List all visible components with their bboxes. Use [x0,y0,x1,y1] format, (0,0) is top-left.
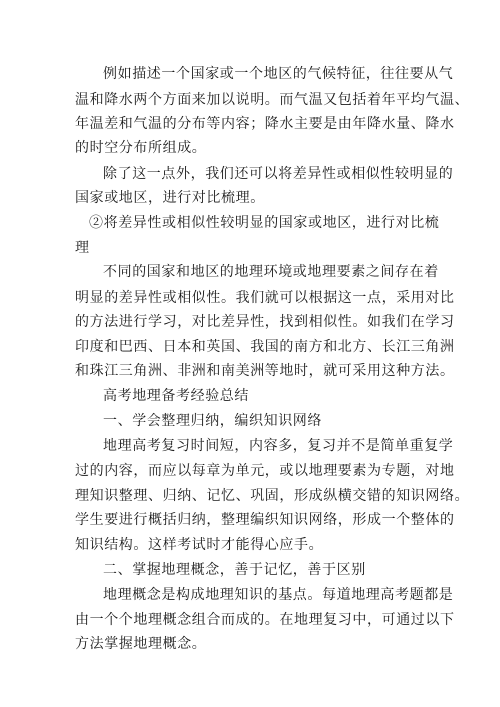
text-line: 过的内容，而应以每章为单元，或以地理要素为专题，对地 [75,463,455,479]
text-line: 国家或地区，进行对比梳理。 [75,190,265,206]
section-heading: 高考地理备考经验总结 [103,388,249,404]
section-heading: 二、掌握地理概念，善于记忆，善于区别 [103,562,366,578]
text-line: 不同的国家和地区的地理环境或地理要素之间存在着 [103,264,439,280]
text-line: 地理概念是构成地理知识的基点。每道地理高考题都是 [103,587,454,603]
text-line: 的时空分布所组成。 [75,140,207,156]
text-line: 印度和巴西、日本和英国、我国的南方和北方、长江三角洲 [75,339,455,355]
text-line: 除了这一点外，我们还可以将差异性或相似性较明显的 [103,166,454,182]
text-line: 由一个个地理概念组合而成的。在地理复习中，可通过以下 [75,612,455,628]
text-line: 学生要进行概括归纳，整理编织知识网络，形成一个整体的 [75,512,455,528]
section-heading: 一、学会整理归纳，编织知识网络 [103,413,322,429]
text-line: 温和降水两个方面来加以说明。而气温又包括着年平均气温、 [75,92,470,108]
text-line: 理 [75,240,90,256]
text-line: 地理高考复习时间短，内容多，复习并不是简单重复学 [103,438,454,454]
text-line: 知识结构。这样考试时才能得心应手。 [75,537,324,553]
text-line: 和珠江三角洲、非洲和南美洲等地时，就可采用这种方法。 [75,363,455,379]
text-line: ②将差异性或相似性较明显的国家或地区，进行对比梳 [89,215,440,231]
text-line: 方法掌握地理概念。 [75,636,207,652]
text-line: 年温差和气温的分布等内容；降水主要是由年降水量、降水 [75,116,455,132]
text-line: 理知识整理、归纳、记忆、巩固，形成纵横交错的知识网络。 [75,488,470,504]
text-line: 的方法进行学习，对比差异性，找到相似性。如我们在学习 [75,314,455,330]
text-line: 明显的差异性或相似性。我们就可以根据这一点，采用对比 [75,290,455,306]
text-line: 例如描述一个国家或一个地区的气候特征，往往要从气 [103,66,454,82]
